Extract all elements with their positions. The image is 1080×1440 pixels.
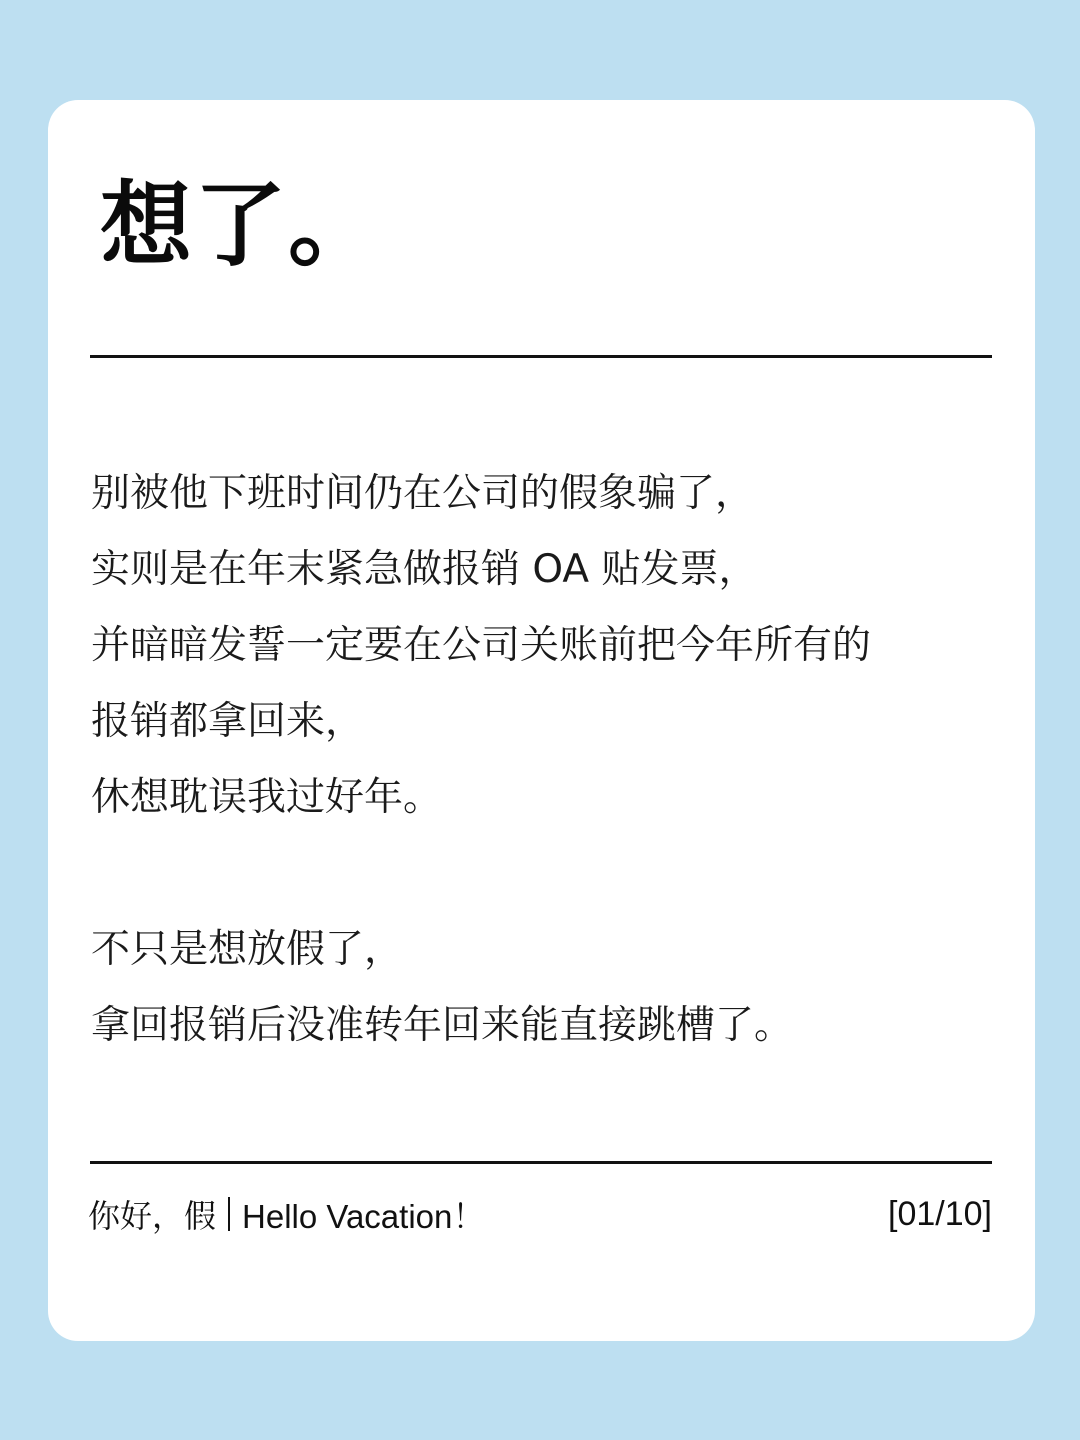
footer (88, 1192, 992, 1236)
series-label (88, 1191, 485, 1238)
series-name-cn: 你好，假 (88, 1197, 217, 1235)
paragraph-1 (91, 456, 871, 836)
page-indicator: [01/10] (888, 1194, 992, 1233)
paragraph-line: 并暗暗发誓一定要在公司关账前把今年所有的 (91, 623, 872, 668)
top-divider (90, 355, 992, 358)
page-title: 想了。 (100, 172, 383, 279)
content-card (48, 100, 1035, 1341)
paragraph-line: 不只是想放假了， (91, 927, 404, 972)
paragraph-line: 拿回报销后没准转年回来能直接跳槽了。 (91, 1003, 794, 1048)
paragraph-line: 休想耽误我过好年。 (91, 775, 443, 820)
paragraph-line: 别被他下班时间仍在公司的假象骗了， (91, 471, 755, 516)
paragraph-line: 报销都拿回来， (91, 699, 365, 744)
paragraph-2 (91, 912, 793, 1064)
series-name-en: Hello Vacation！ (242, 1197, 486, 1235)
vertical-divider (228, 1197, 230, 1231)
paragraph-line: 实则是在年末紧急做报销 OA 贴发票， (91, 547, 758, 592)
bottom-divider (90, 1161, 992, 1164)
